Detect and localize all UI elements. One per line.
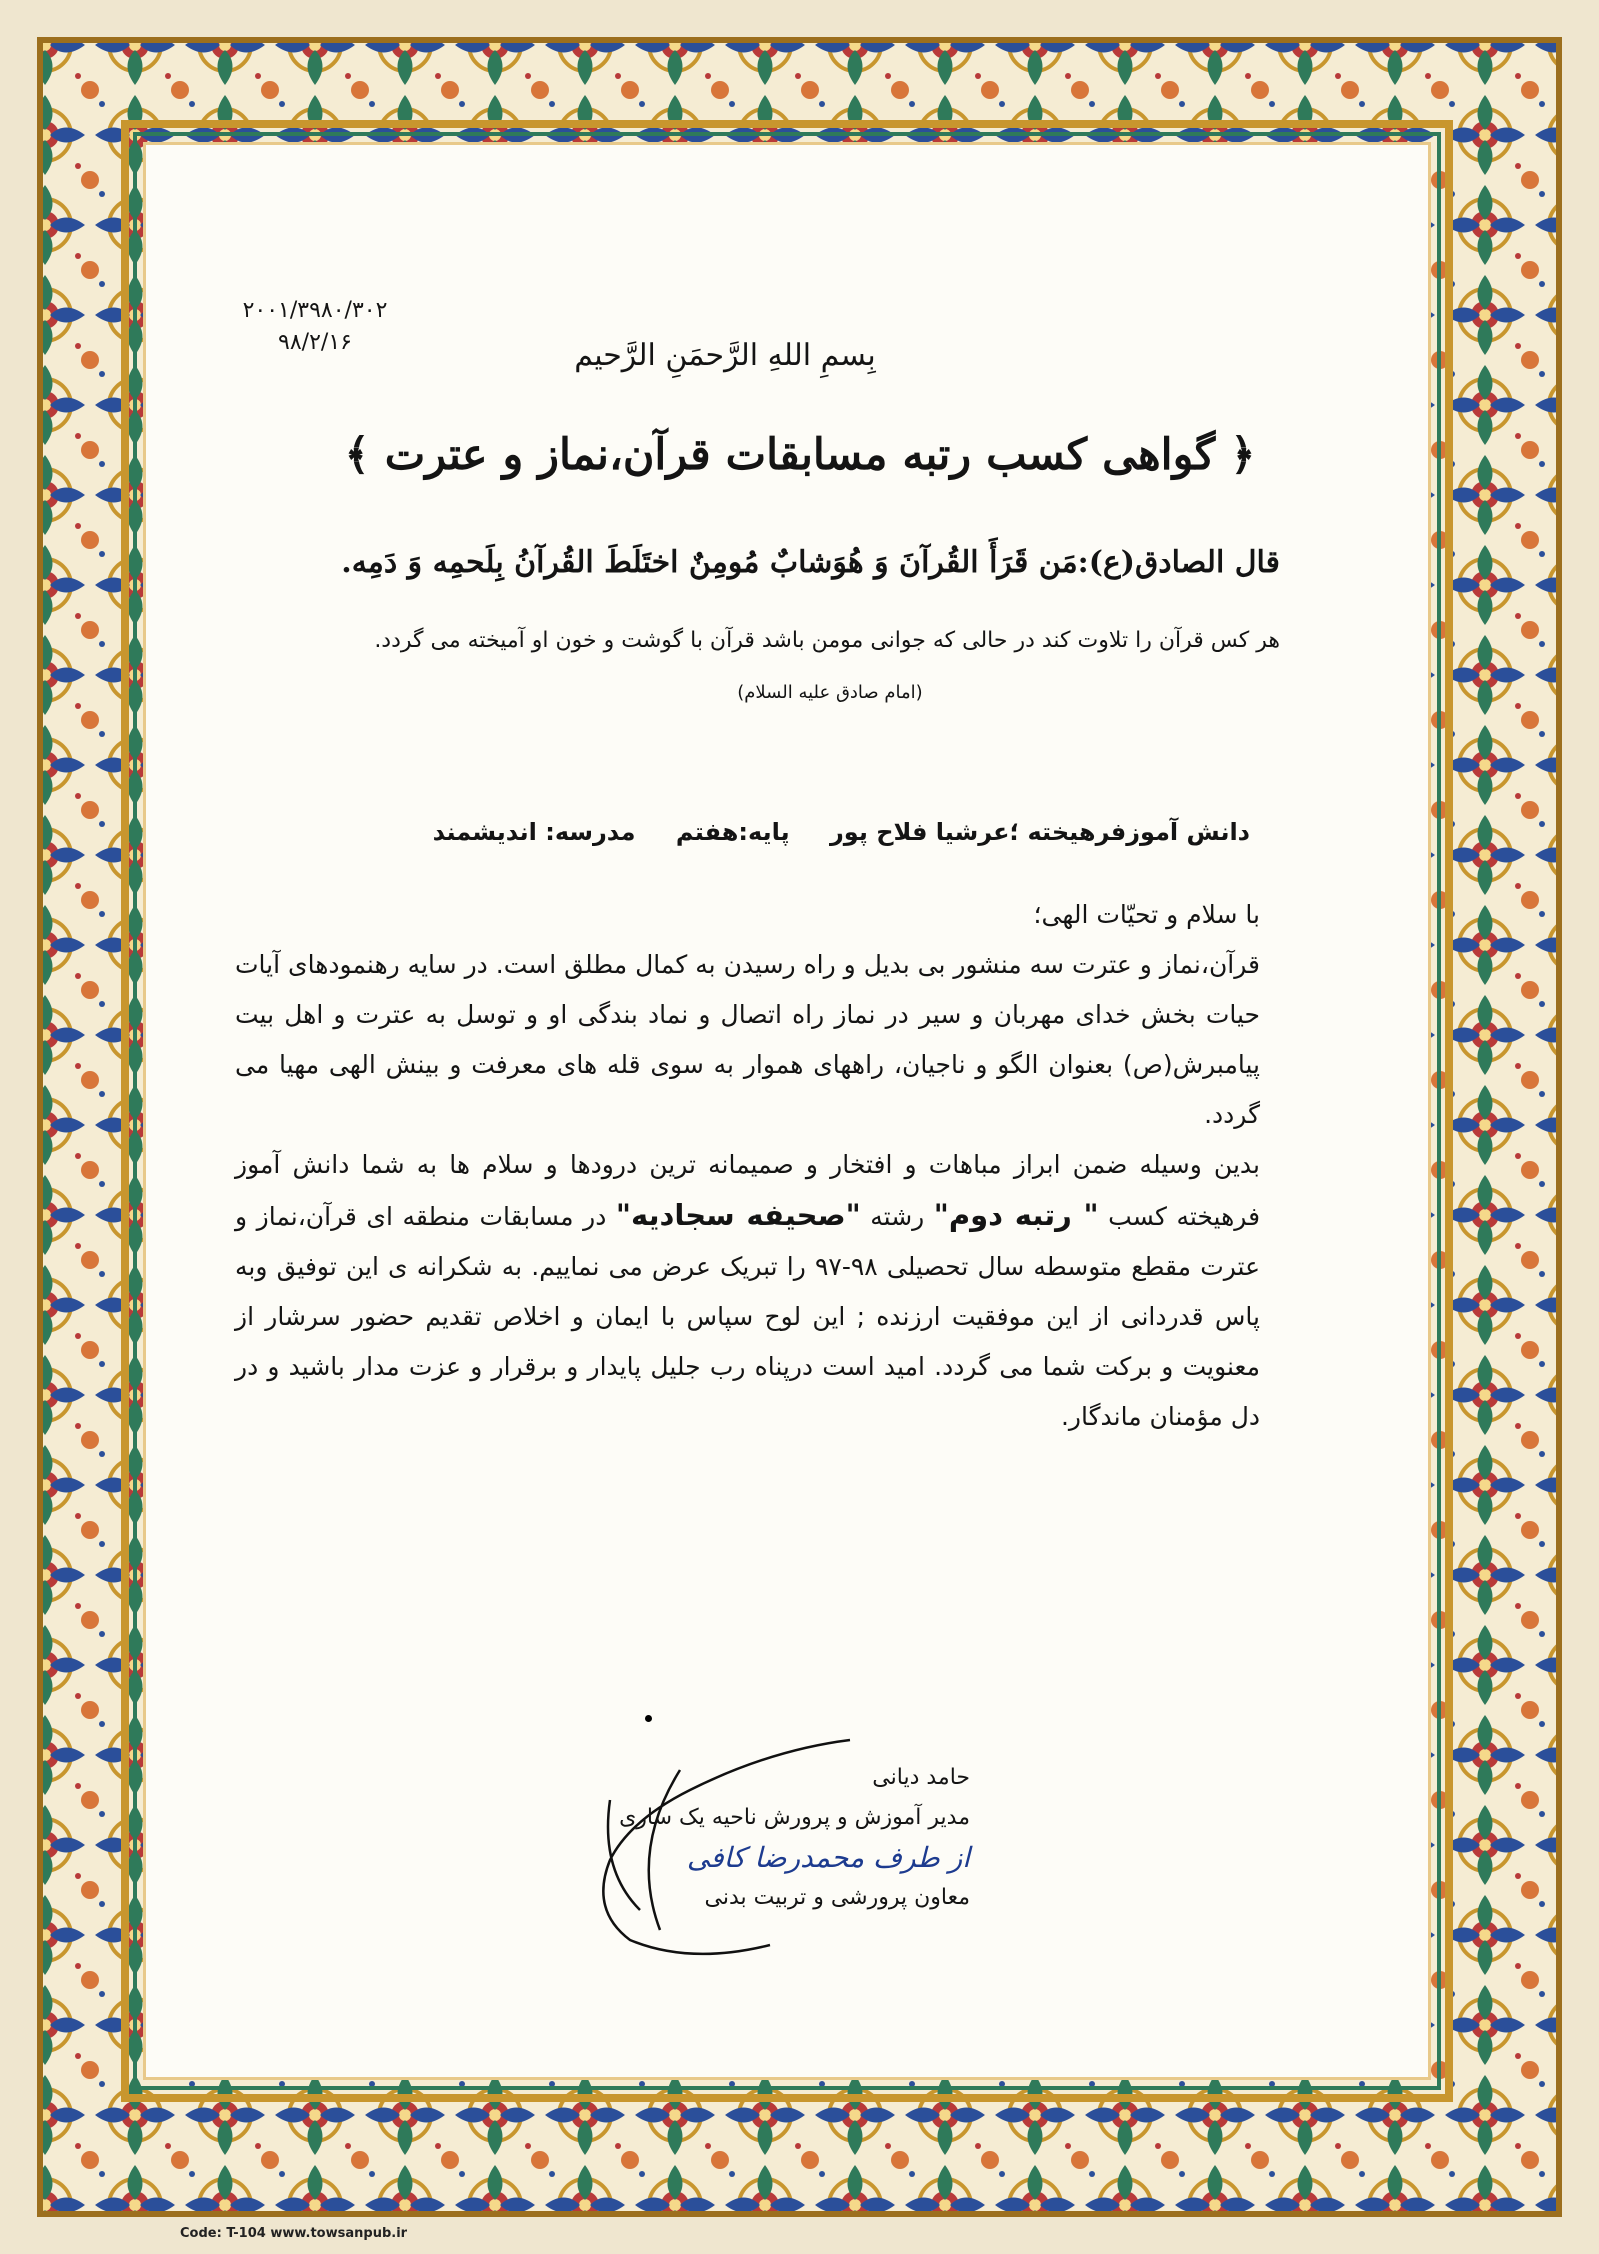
certificate-title: ﴿ گواهی کسب رتبه مسابقات قرآن،نماز و عترت ﴾: [344, 430, 1256, 480]
reference-number: [215, 295, 415, 359]
handwritten-signature: از طرف محمدرضا کافی: [686, 1841, 970, 1874]
deputy-title: معاون پرورشی و تربیت بدنی: [704, 1885, 970, 1910]
reference-code: ۲۰۰۱/۳۹۸۰/۳۰۲: [242, 298, 388, 323]
reference-date: ۹۸/۲/۱۶: [278, 330, 352, 355]
paragraph-2-part-b: رشته: [870, 1202, 925, 1231]
certificate-body: [235, 890, 1260, 1442]
footer-code: Code: T-104 www.towsanpub.ir: [180, 2226, 408, 2241]
student-info: [420, 818, 1250, 846]
student-grade: پایه:هفتم: [675, 818, 790, 846]
paragraph-2-part-c: در مسابقات منطقه ای قرآن،نماز و عترت مقطع متوسطه سال تحصیلی ۹۸-۹۷ را تبریک عرض می نماییم. به شکرانه ی این توفیق وبه پاس قدردانی از این موفقیت ارزنده ; این لوح سپاس با ایمان و اخلاص تقدیم حضور سرشار از معنویت و برکت شما می گردد. امید است درپناه رب جلیل پایدار و برقرار و عزت مدار باشید و در دل مؤمنان ماندگار.: [235, 1202, 1260, 1431]
student-school: مدرسه: اندیشمند: [432, 818, 636, 846]
paragraph-2: [235, 1140, 1260, 1442]
hadith-persian: هر کس قرآن را تلاوت کند در حالی که جوانی مومن باشد قرآن با گوشت و خون او آمیخته می گردد.: [374, 628, 1280, 653]
signer-position: مدیر آموزش و پرورش ناحیه یک ساری: [619, 1805, 970, 1830]
hadith-source: (امام صادق علیه السلام): [737, 682, 923, 703]
signer-name: حامد دیانی: [872, 1765, 970, 1790]
ink-dot: [645, 1715, 652, 1722]
bismillah-heading: بِسمِ اللهِ الرَّحمَنِ الرَّحیم: [574, 338, 876, 373]
student-name: دانش آموزفرهیخته ؛عرشیا فلاح پور: [829, 818, 1250, 846]
greeting: با سلام و تحیّات الهی؛: [1033, 900, 1260, 929]
field-text: "صحیفه سجادیه": [615, 1198, 861, 1232]
hadith-arabic: قال الصادق(ع):مَن قَرَأَ القُرآنَ وَ هُوَشابٌ مُومِنٌ اختَلَطَ القُرآنُ بِلَحمِه وَ دَمِه.: [341, 545, 1280, 580]
paragraph-2-part-a: بدین وسیله ضمن ابراز مباهات و افتخار و صمیمانه ترین درودها و سلام ها به شما دانش آموز فرهیخته کسب: [235, 1150, 1261, 1231]
rank-text: " رتبه دوم": [933, 1198, 1099, 1232]
signature-block: [540, 1758, 970, 1918]
paragraph-1: قرآن،نماز و عترت سه منشور بی بدیل و راه رسیدن به کمال مطلق است. در سایه رهنمودهای آیات حیات بخش خدای مهربان و سیر در نماز راه اتصال و نماد بندگی او و توسل به عترت و اهل بیت پیامبرش(ص) بعنوان الگو و ناجیان، راههای هموار به سوی قله های معرفت و بینش الهی مهیا می گردد.: [235, 950, 1260, 1129]
